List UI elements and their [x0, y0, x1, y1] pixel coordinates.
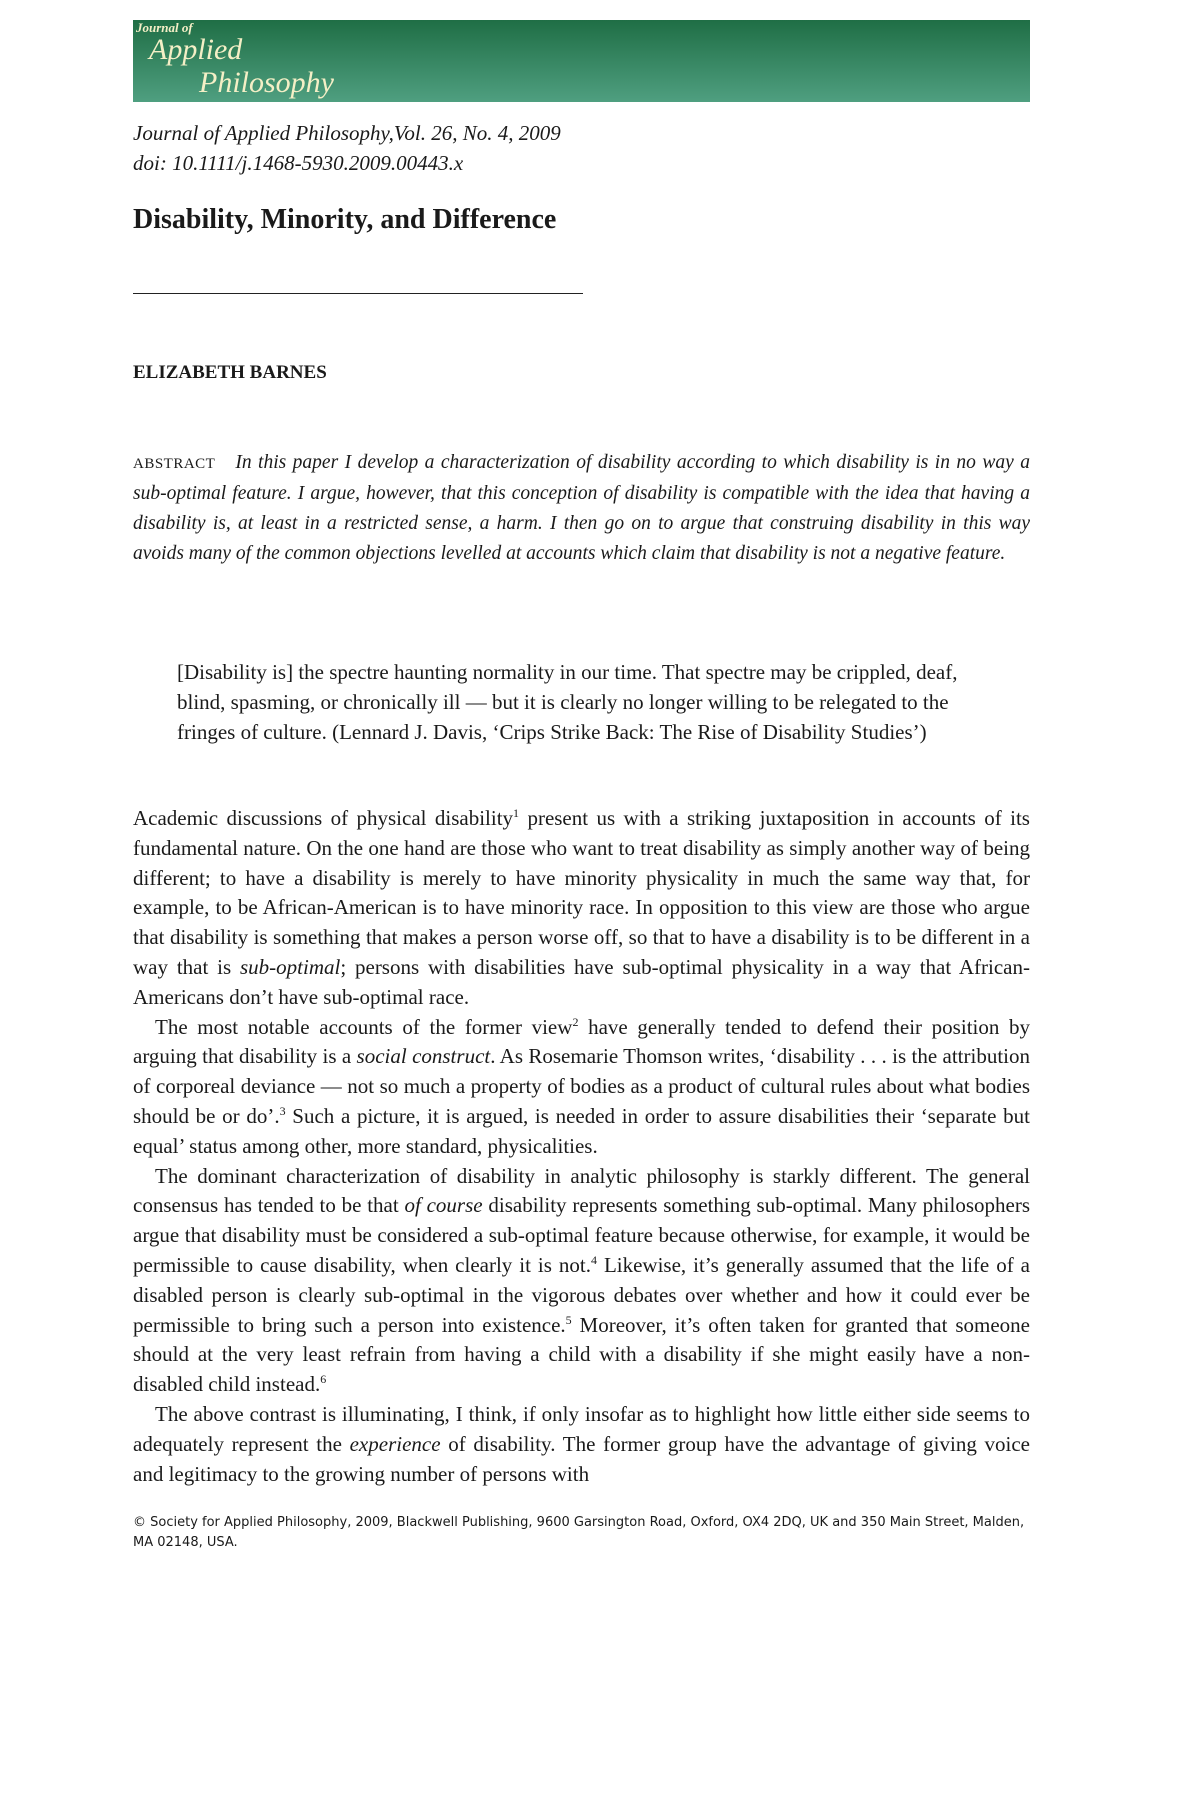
text-run: . As Rosemarie Thomson writes, ‘disability . . . is the attribution of corporeal deviance — not so much a property of bodies as a product of cultural rules about what bodies should be or do’. [133, 1044, 1030, 1128]
emphasis: of course [404, 1193, 483, 1218]
text-run: have generally tended to defend their position by arguing that disability is a [133, 1014, 1031, 1069]
text-run: of disability. The former group have the advantage of giving voice and legitimacy to the growing number of persons with [133, 1431, 1030, 1486]
author: ELIZABETH BARNES [133, 362, 327, 383]
text-run: The above contrast is illuminating, I think, if only insofar as to highlight how little either side seems to adequately represent the [133, 1401, 1030, 1456]
footnote-ref[interactable]: 3 [279, 1103, 286, 1118]
text-run: Such a picture, it is argued, is needed in order to assure disabilities their ‘separate but equal’ status among other, more standard, physicalities. [133, 1103, 1030, 1158]
copyright-footer: © Society for Applied Philosophy, 2009, Blackwell Publishing, 9600 Garsington Road, Oxford, OX4 2DQ, UK and 350 Main Street, Malden, MA 02148, USA. [133, 1515, 1025, 1551]
text-run: present us with a striking juxtaposition in accounts of its fundamental nature. On the one hand are those who want to treat disability as simply another way of being different; to have a disability is merely to have minority physicality in much the same way that, for example, to be African-American is to have minority race. In opposition to this view are those who argue that disability is something that makes a person worse off, so that to have a disability is to be different in a way that is [133, 806, 1030, 979]
footnote-ref[interactable]: 1 [513, 806, 520, 820]
text-run: The most notable accounts of the former view [155, 1014, 573, 1039]
emphasis: experience [349, 1431, 441, 1456]
text-run: ; persons with disabilities have sub-optimal physicality in a way that African-Americans don’t have sub-optimal race. [133, 954, 1030, 1009]
paragraph [133, 1162, 1030, 1400]
text-run: disability represents something sub-optimal. Many philosophers argue that disability must be considered a sub-optimal feature because otherwise, for example, it would be permissible to cause disability, when clearly it is not. [133, 1193, 1030, 1277]
text-run: Moreover, it’s often taken for granted that someone should at the very least refrain from having a child with a disability if she might easily have a non-disabled child instead. [133, 1312, 1030, 1397]
body-text [133, 804, 1030, 1489]
doi: doi: 10.1111/j.1468-5930.2009.00443.x [133, 151, 464, 175]
footnote-ref[interactable]: 6 [320, 1372, 327, 1387]
journal-citation: Journal of Applied Philosophy,Vol. 26, No. 4, 2009 [133, 121, 561, 145]
footnote-ref[interactable]: 5 [565, 1312, 572, 1327]
footnote-ref[interactable]: 2 [572, 1014, 579, 1029]
logo-line2: Philosophy [199, 66, 334, 99]
abstract-text: In this paper I develop a characterization of disability according to which disability is in no way a sub-optimal feature. I argue, however, that this conception of disability is compatible with the idea that having a disability is, at least in a restricted sense, a harm. I then go on to argue that construing disability in this way avoids many of the common objections levelled at accounts which claim that disability is not a negative feature. [133, 452, 1030, 564]
epigraph: [Disability is] the spectre haunting normality in our time. That spectre may be crippled, deaf, blind, spasming, or chronically ill — but it is clearly no longer willing to be relegated to the fringes of culture. (Lennard J. Davis, ‘Crips Strike Back: The Rise of Disability Studies’) [177, 660, 958, 744]
emphasis: sub-optimal [239, 954, 341, 979]
text-run: Likewise, it’s generally assumed that the life of a disabled person is clearly sub-optimal in the vigorous debates over whether and how it could ever be permissible to bring such a person into existence. [133, 1252, 1030, 1337]
logo-line1: Applied [149, 33, 243, 66]
logo-small-text: Journal of [136, 20, 193, 35]
footnote-ref[interactable]: 4 [590, 1252, 597, 1267]
abstract-label: ABSTRACT [133, 456, 216, 472]
main-flow [133, 804, 1030, 1553]
text-run: Academic discussions of physical disability [133, 806, 514, 830]
abstract [133, 448, 1030, 569]
article-title: Disability, Minority, and Difference [133, 204, 557, 235]
divider [133, 293, 583, 294]
emphasis: social construct [356, 1044, 491, 1069]
paragraph [133, 1013, 1030, 1162]
journal-banner-logo [133, 20, 1030, 102]
text-run: The dominant characterization of disability in analytic philosophy is starkly different. The general consensus has tended to be that [133, 1163, 1030, 1218]
paragraph [133, 1400, 1030, 1489]
paragraph [133, 804, 1030, 1013]
